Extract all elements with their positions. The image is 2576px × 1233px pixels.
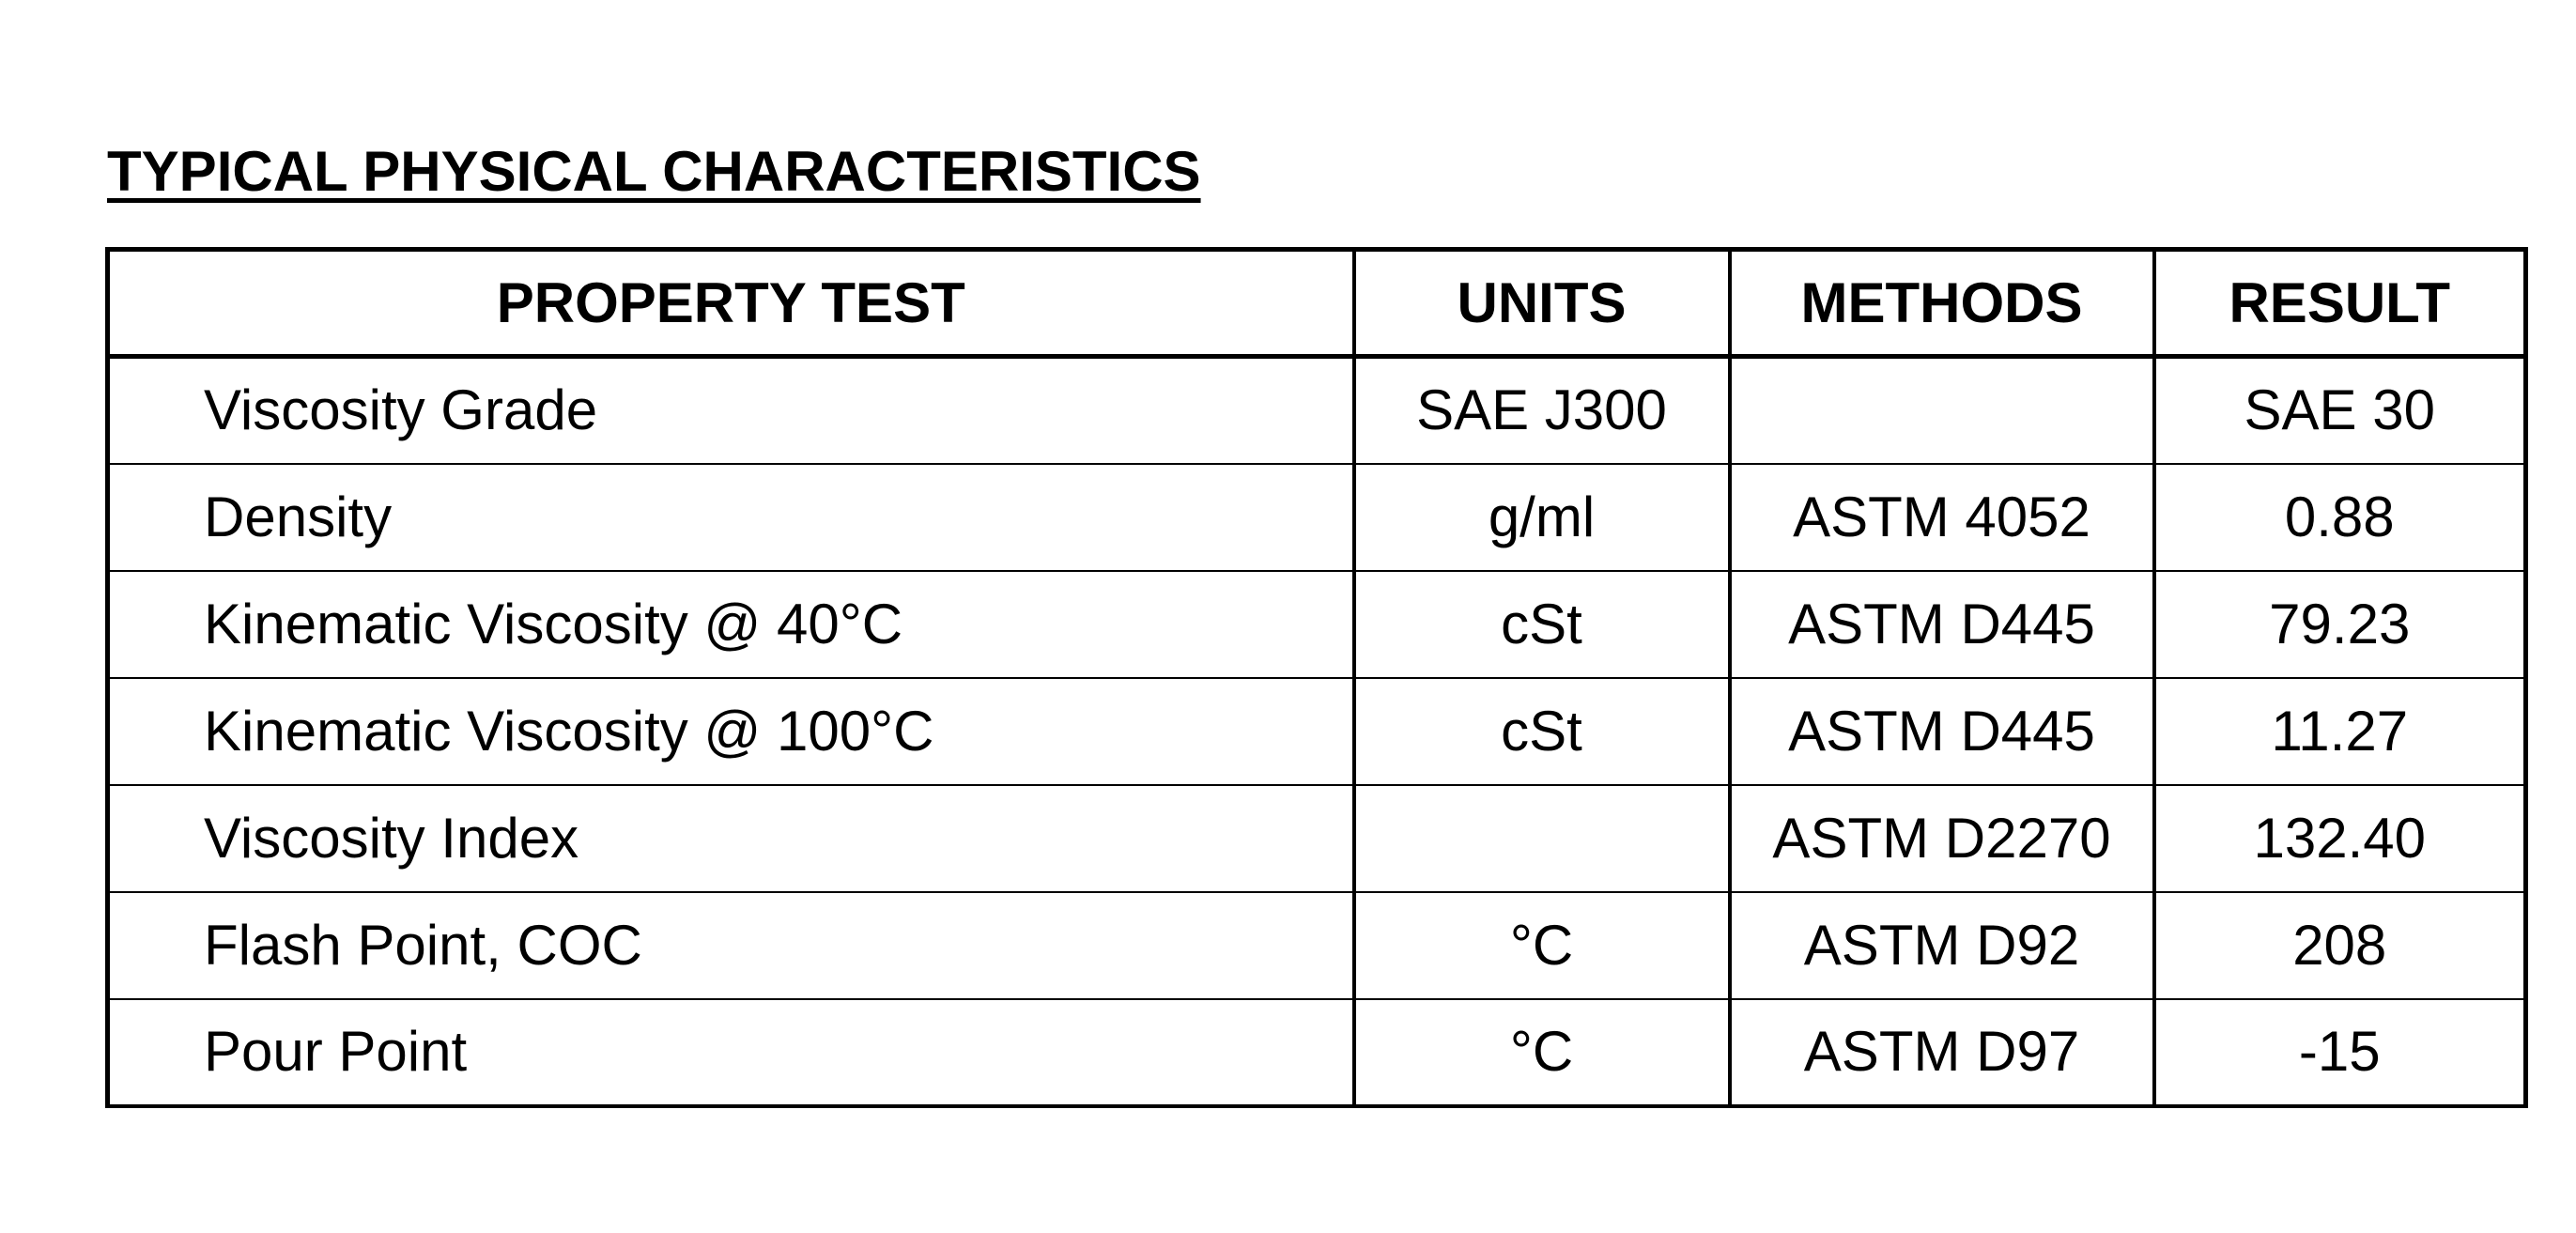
header-result: RESULT bbox=[2154, 250, 2526, 357]
section-title: TYPICAL PHYSICAL CHARACTERISTICS bbox=[107, 140, 1201, 203]
cell-result: 208 bbox=[2154, 892, 2526, 999]
cell-units: cSt bbox=[1354, 678, 1730, 785]
header-property-test: PROPERTY TEST bbox=[108, 250, 1354, 357]
cell-method: ASTM D445 bbox=[1730, 571, 2154, 678]
table-row bbox=[108, 357, 2526, 464]
cell-units: cSt bbox=[1354, 571, 1730, 678]
cell-property: Viscosity Grade bbox=[108, 357, 1354, 464]
cell-result: 11.27 bbox=[2154, 678, 2526, 785]
cell-units: °C bbox=[1354, 892, 1730, 999]
cell-result: 0.88 bbox=[2154, 464, 2526, 571]
cell-result: 79.23 bbox=[2154, 571, 2526, 678]
table-header-row bbox=[108, 250, 2526, 357]
header-methods: METHODS bbox=[1730, 250, 2154, 357]
cell-method: ASTM D2270 bbox=[1730, 785, 2154, 892]
table-row bbox=[108, 678, 2526, 785]
cell-property: Pour Point bbox=[108, 999, 1354, 1106]
table-row bbox=[108, 892, 2526, 999]
cell-method: ASTM D97 bbox=[1730, 999, 2154, 1106]
cell-property: Flash Point, COC bbox=[108, 892, 1354, 999]
cell-units: g/ml bbox=[1354, 464, 1730, 571]
physical-characteristics-table bbox=[105, 247, 2528, 1108]
cell-result: SAE 30 bbox=[2154, 357, 2526, 464]
cell-result: -15 bbox=[2154, 999, 2526, 1106]
cell-property: Kinematic Viscosity @ 100°C bbox=[108, 678, 1354, 785]
table-row bbox=[108, 464, 2526, 571]
cell-method: ASTM D445 bbox=[1730, 678, 2154, 785]
cell-property: Viscosity Index bbox=[108, 785, 1354, 892]
header-units: UNITS bbox=[1354, 250, 1730, 357]
table-row bbox=[108, 999, 2526, 1106]
cell-units: °C bbox=[1354, 999, 1730, 1106]
table-row bbox=[108, 785, 2526, 892]
table-row bbox=[108, 571, 2526, 678]
cell-method bbox=[1730, 357, 2154, 464]
cell-property: Kinematic Viscosity @ 40°C bbox=[108, 571, 1354, 678]
cell-units bbox=[1354, 785, 1730, 892]
cell-result: 132.40 bbox=[2154, 785, 2526, 892]
cell-method: ASTM 4052 bbox=[1730, 464, 2154, 571]
cell-units: SAE J300 bbox=[1354, 357, 1730, 464]
cell-method: ASTM D92 bbox=[1730, 892, 2154, 999]
cell-property: Density bbox=[108, 464, 1354, 571]
